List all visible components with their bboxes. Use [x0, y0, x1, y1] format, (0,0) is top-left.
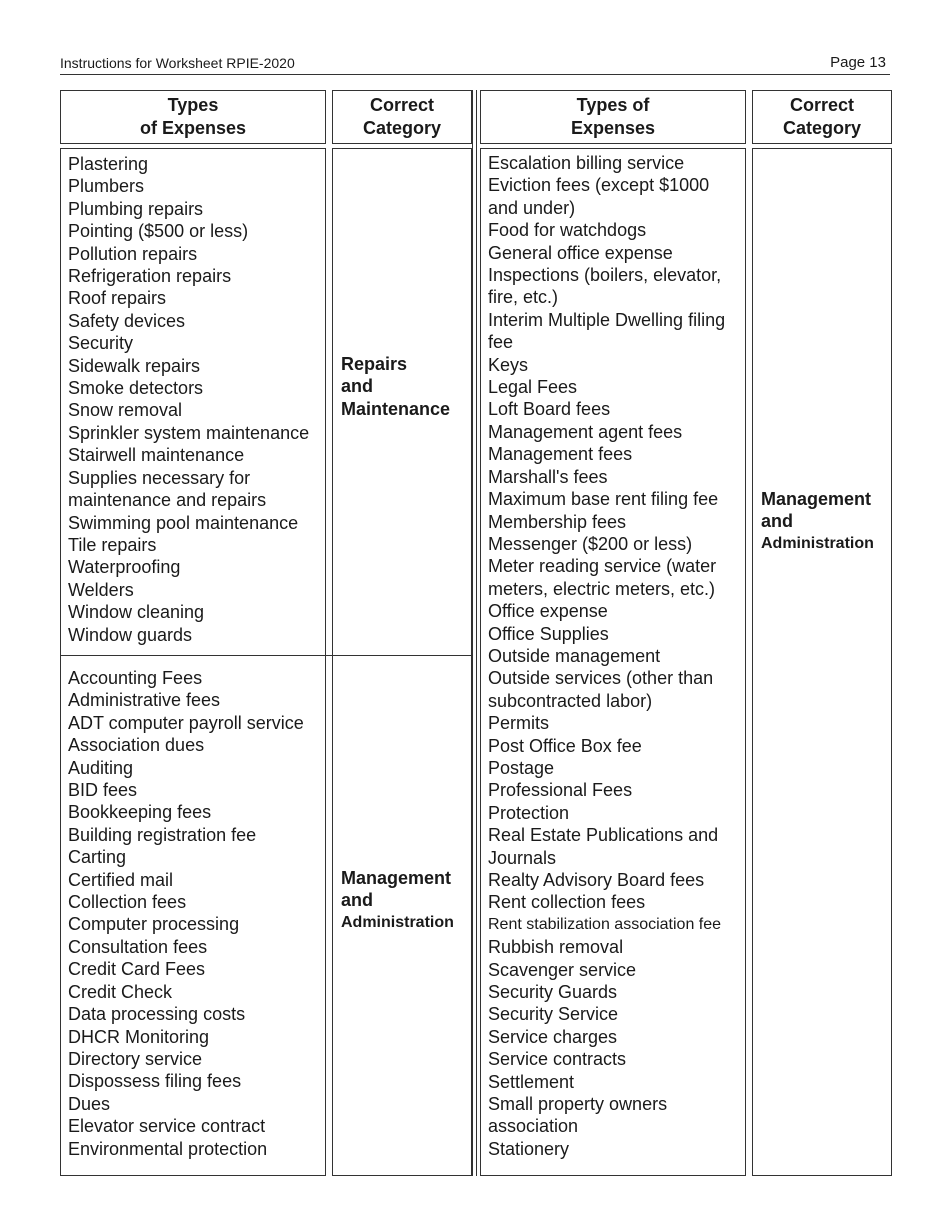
right-section-management — [481, 149, 745, 1160]
expense-item: Collection fees — [68, 892, 187, 913]
expense-item: Stationery — [488, 1138, 570, 1159]
expense-item: Outside services (other than — [488, 668, 714, 689]
header-line: Types — [167, 95, 219, 115]
expense-item: Stairwell maintenance — [68, 445, 245, 466]
expense-item: Management fees — [488, 444, 633, 465]
left-section-management — [61, 663, 325, 1160]
expense-item: Smoke detectors — [68, 378, 204, 399]
expense-item: Window cleaning — [68, 602, 205, 623]
expense-item: ADT computer payroll service — [68, 712, 304, 733]
expense-item: Plumbers — [68, 176, 145, 197]
column-header-category-left — [332, 90, 472, 144]
header-line: Category — [362, 118, 442, 138]
header-line: Category — [782, 118, 862, 138]
double-divider-line — [476, 90, 477, 1176]
expense-item: Small property owners — [488, 1094, 668, 1115]
expense-item: Loft Board fees — [488, 399, 611, 420]
category-line: and — [341, 890, 374, 911]
expense-item: General office expense — [488, 242, 673, 263]
expense-item: Refrigeration repairs — [68, 266, 232, 287]
category-line: Repairs — [341, 354, 408, 374]
header-line: Types of — [576, 95, 650, 115]
expense-item: Rubbish removal — [488, 937, 624, 958]
expense-item: Membership fees — [488, 511, 627, 532]
expense-item: Rent collection fees — [488, 892, 646, 913]
column-header-types-left — [60, 90, 326, 144]
header-line: Correct — [789, 95, 855, 115]
expense-item: Sprinkler system maintenance — [68, 422, 310, 443]
expense-item: Professional Fees — [488, 780, 633, 801]
expense-item: Rent stabilization association fee — [488, 915, 722, 933]
category-line: Management — [341, 868, 452, 888]
expense-item: Protection — [488, 802, 570, 823]
expense-item: DHCR Monitoring — [68, 1026, 210, 1047]
expense-item: Marshall's fees — [488, 466, 608, 487]
expense-item: Realty Advisory Board fees — [488, 870, 705, 890]
expense-item: Consultation fees — [68, 936, 208, 957]
expense-item: maintenance and repairs — [68, 490, 267, 511]
expense-item: and under) — [488, 197, 576, 218]
expense-item: Security Service — [488, 1004, 619, 1025]
document-title: Instructions for Worksheet RPIE-2020 — [60, 55, 295, 71]
expense-item: Sidewalk repairs — [68, 355, 201, 376]
expense-item: Waterproofing — [68, 557, 181, 578]
category-management-and-administration-left — [341, 867, 471, 934]
expense-item: Certified mail — [68, 869, 174, 890]
expense-item: Journals — [488, 847, 557, 868]
expense-item: Plumbing repairs — [68, 198, 204, 219]
header-line: Correct — [369, 95, 435, 115]
expense-item: Dispossess filing fees — [68, 1071, 242, 1092]
expense-item: Carting — [68, 847, 127, 868]
expense-item: Safety devices — [68, 310, 186, 331]
category-management-and-administration-right — [761, 488, 891, 555]
expense-item: Real Estate Publications and — [488, 825, 719, 846]
expense-item: Settlement — [488, 1071, 575, 1092]
expense-item: Snow removal — [68, 400, 183, 421]
expense-item: Computer processing — [68, 914, 240, 935]
expense-item: Association dues — [68, 735, 205, 756]
expense-item: Security Guards — [488, 982, 618, 1003]
category-line: Maintenance — [341, 398, 451, 419]
expense-item: Service charges — [488, 1026, 618, 1047]
category-line: Administration — [761, 534, 874, 552]
expense-item: Post Office Box fee — [488, 735, 642, 756]
expense-item: Elevator service contract — [68, 1116, 266, 1137]
double-divider-line — [472, 90, 473, 1176]
expense-item: Outside management — [488, 645, 661, 666]
expense-item: association — [488, 1116, 579, 1137]
expense-item: Building registration fee — [68, 824, 257, 845]
category-line: and — [341, 376, 374, 397]
expense-item: fire, etc.) — [488, 287, 559, 308]
expense-item: Scavenger service — [488, 959, 637, 980]
expense-item: Eviction fees (except $1000 — [488, 175, 710, 196]
expense-item: Pollution repairs — [68, 243, 198, 264]
expense-item: Roof repairs — [68, 288, 167, 309]
expense-item: fee — [488, 332, 514, 353]
expense-item: Meter reading service (water — [488, 556, 717, 577]
header-line: of Expenses — [139, 118, 247, 138]
expense-item: Escalation billing service — [488, 153, 685, 173]
expense-item: Accounting Fees — [68, 668, 203, 688]
expense-item: Swimming pool maintenance — [68, 512, 299, 533]
expense-item: Tile repairs — [68, 534, 157, 555]
expense-item: Maximum base rent filing fee — [488, 489, 719, 510]
expense-item: meters, electric meters, etc.) — [488, 578, 716, 599]
expense-item: Office expense — [488, 601, 608, 622]
expense-item: Pointing ($500 or less) — [68, 221, 249, 242]
expense-item: Administrative fees — [68, 690, 221, 711]
expense-item: Keys — [488, 354, 529, 375]
expense-item: Data processing costs — [68, 1004, 246, 1025]
expense-item: Credit Card Fees — [68, 959, 206, 980]
expense-item: Plastering — [68, 154, 149, 174]
expense-item: subcontracted labor) — [488, 690, 653, 711]
left-category-column — [332, 148, 472, 1176]
expense-item: Bookkeeping fees — [68, 802, 212, 823]
expense-item: Legal Fees — [488, 377, 578, 398]
expense-item: Inspections (boilers, elevator, — [488, 265, 722, 286]
expense-item: Office Supplies — [488, 623, 609, 644]
right-types-column — [480, 148, 746, 1176]
expense-item: Window guards — [68, 624, 193, 645]
header-rule — [60, 74, 890, 75]
expense-item: Food for watchdogs — [488, 220, 647, 241]
expense-item: Auditing — [68, 757, 134, 778]
category-line: and — [761, 511, 794, 532]
category-repairs-and-maintenance — [341, 353, 471, 420]
expense-item: Security — [68, 333, 134, 354]
header-line: Expenses — [570, 118, 656, 138]
expense-item: Dues — [68, 1093, 111, 1114]
category-line: Administration — [341, 913, 454, 931]
category-line: Management — [761, 489, 872, 509]
expense-item: Welders — [68, 579, 134, 600]
expense-item: Directory service — [68, 1048, 203, 1069]
expense-item: Permits — [488, 713, 550, 734]
right-category-column — [752, 148, 892, 1176]
expense-item: Interim Multiple Dwelling filing — [488, 309, 726, 330]
expense-item: Environmental protection — [68, 1138, 268, 1159]
expense-item: Postage — [488, 757, 555, 778]
expense-item: Supplies necessary for — [68, 467, 251, 488]
column-header-category-right — [752, 90, 892, 144]
expense-item: Messenger ($200 or less) — [488, 533, 693, 554]
expense-item: Service contracts — [488, 1049, 627, 1070]
expense-item: BID fees — [68, 780, 138, 801]
expense-item: Credit Check — [68, 981, 173, 1002]
column-header-types-right — [480, 90, 746, 144]
left-section-repairs — [61, 149, 325, 646]
page-number: Page 13 — [830, 54, 886, 71]
expense-item: Management agent fees — [488, 421, 683, 442]
